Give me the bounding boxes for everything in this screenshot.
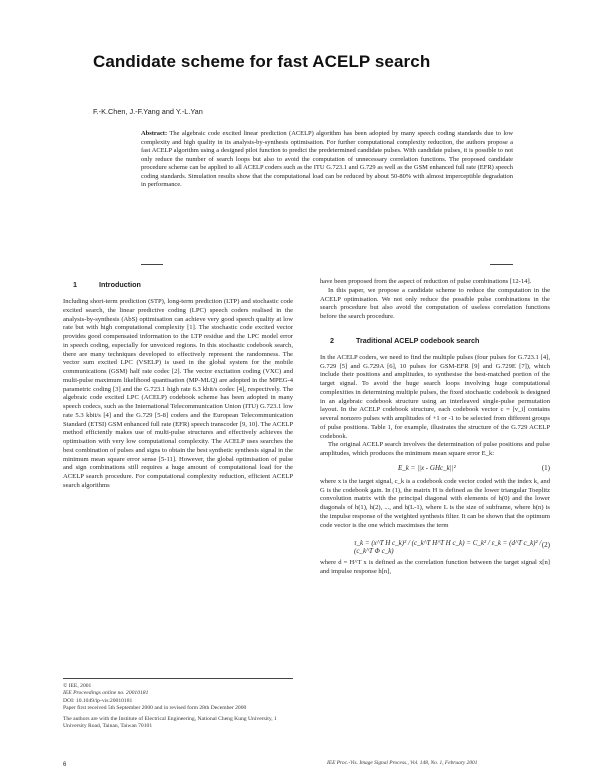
section-title: Introduction (99, 280, 141, 289)
search-paragraph: The original ACELP search involves the determination of pulse positions and pulse amplitudes, which produces the minimum mean square error E_k: (320, 441, 550, 457)
abstract (141, 130, 513, 190)
abstract-label: Abstract: (141, 130, 168, 137)
codebook-paragraph: In the ACELP coders, we need to find the multiple pulses (four pulses for G.723.1 [4], G.729 [5] and G.729A [6], 10 pulses for GSM-EFR [9] and G.729E [7]), which include their positions and amplitudes, to synthesise the best-matched portion of the target signal. To avoid the huge search loops involving huge computational complexities in determining multiple pulses, the fixed stochastic codebook is designed in an algebraic codebook structure using an interleaved single-pulse permutation layout. In the ACELP codebook structure, each codebook vector c = [v_i] contains several nonzero pulses with amplitudes of +1 or -1 to be selected from different groups of pulse positions. Table 1, for example, illustrates the structure of the G.729 ACELP codebook. (320, 353, 550, 440)
abstract-text: The algebraic code excited linear prediction (ACELP) algorithm has been adopted by many speech coding standards due to low complexity and high quality in its analysis-by-synthesis optimisation. For further computational complexity reduction, the authors propose a fast ACELP algorithm using a designed pilot function to predict the predetermined candidate pulses. With candidate pulses, it is possible to not only reduce the number of search loops but also to avoid the computation of unnecessary correlation functions. The proposed candidate procedure scheme can be applied to all ACELP coders such as the ITU G.723.1 and G.729 as well as the GSM enhanced full rate (EFR) speech coding standards. Simulation results show that the computational load can be reduced by about 50-80% with almost imperceptible degradation in performance. (141, 130, 513, 189)
footnote-doi: DOI: 10.1049/ip-vis:20010181 (63, 697, 133, 704)
footnote-copyright: © IEE, 2001 (63, 683, 92, 689)
proposal-paragraph: In this paper, we propose a candidate scheme to reduce the computation in the ACELP optimisation. We not only reduce the possible pulse combinations in the search procedure but also avoid the computation of useless correlation functions before the search procedure. (320, 286, 550, 320)
page-number: 6 (63, 762, 67, 768)
equation-2 (320, 533, 550, 557)
section-heading-introduction (63, 280, 293, 289)
introduction-paragraph: Including short-term prediction (STP), long-term prediction (LTP) and stochastic code excited search, the linear predictive coding (LPC) speech coders realised in the analysis-by-synthesis (AbS) optimisation can achieve very good speech quality at low rate but with high computational complexity [1]. The stochastic code excited vector provides good compensated information to the LTP residue and the LPC model error in speech coding, especially for unvoiced regions. In this stochastic codebook search, there are many techniques developed to effectively represent the randomness. The vector sum excited LPC (VSELP) is used in the global system for the mobile communications (GSM) half rate codec [2]. The vector excitation coding (VXC) and multi-pulse maximum likelihood quantisation (MP-MLQ) are adopted in the MPEG-4 parametric coding [3] and the G.723.1 high rate 6.3 kbit/s codec [4], respectively. The algebraic code excited LPC (ACELP) codebook scheme has been adopted in many speech codecs, such as the International Telecommunication Union (ITU) G.723.1 low rate 5.3 kbit/s [4] and the G.729 [5-8] coders and the European Telecommunication Standard (ETSI) GSM enhanced full rate (EFR) speech transcoder [9, 10]. The ACELP method efficiently makes use of multi-pulse structures and effectively achieves the optimisation with very low computational complexity. The ACELP uses searches the best combination of pulses and signs to obtain the best synthetic synthesis signal in the minimum mean square error sense [5-11]. However, the global optimisation of pulse and sign combinations still requires a huge amount of computational load for the ACELP search procedure. For computational complexity reduction, efficient ACELP search algorithms (63, 298, 293, 489)
footnotes (63, 678, 293, 730)
right-column (320, 278, 550, 577)
equation-1-formula: E_k = ||x - GHc_k||² (398, 463, 456, 472)
left-column (63, 280, 293, 491)
continuation-paragraph: have been proposed from the aspect of reduction of pulse combinations [12-14]. (320, 278, 532, 285)
footnote-received: Paper first received 5th September 2000 and in revised form 28th December 2000 (63, 705, 247, 712)
equation-2-formula: τ_k = (x^T H c_k)² / (c_k^T H^T H c_k) = C_k² / ε_k = (d^T c_k)² / (c_k^T Φ c_k) (354, 539, 542, 556)
equation-2-number: (2) (541, 541, 550, 550)
section-number: 1 (73, 280, 77, 289)
paper-authors: F.-K.Chen, J.-F.Yang and Y.-L.Yan (93, 107, 203, 116)
section-title: Traditional ACELP codebook search (356, 335, 480, 345)
section-number: 2 (330, 335, 334, 345)
footnote-online-number: IEE Proceedings online no. 20010181 (63, 690, 149, 697)
equation-1 (320, 462, 550, 476)
paper-title: Candidate scheme for fast ACELP search (93, 52, 431, 71)
running-footer: IEE Proc.-Vis. Image Signal Process., Vol. 148, No. 1, February 2001 (327, 760, 478, 766)
abstract-separator-right (490, 264, 513, 265)
section-heading-traditional-acelp (320, 336, 550, 345)
correlation-paragraph: where d = H^T x is defined as the correlation function between the target signal x[n] and impulse response h[n], (320, 559, 550, 575)
matrix-paragraph: where x is the target signal, c_k is a codebook code vector coded with the index k, and G is the codebook gain. In (1), the matrix H is defined as the lower triangular Toeplitz convolution matrix with the principal diagonal with elements of h(0) and the lower diagonals of h(1), h(2), ..., and h(L-1), where L is the size of subframe, where h(n) is the impulse response of the weighted synthesis filter. It can be shown that the optimum code vector is the one which maximises the term (320, 477, 550, 529)
abstract-separator-left (141, 264, 163, 265)
footnote-affiliation: The authors are with the Institute of Electrical Engineering, National Cheng Kung University, 1 University Road, Tainan, Taiwan 70101 (63, 715, 277, 730)
equation-1-number: (1) (541, 463, 550, 472)
